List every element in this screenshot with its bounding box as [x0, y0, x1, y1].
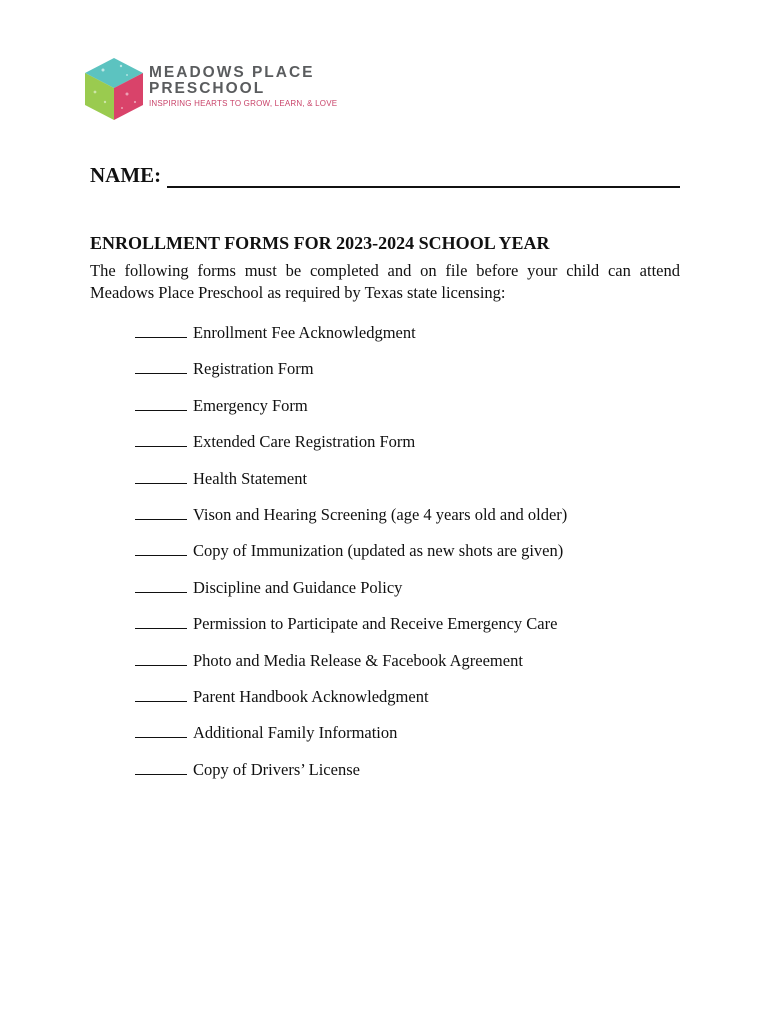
logo-line-1: MEADOWS PLACE: [149, 64, 315, 81]
form-label: Photo and Media Release & Facebook Agreement: [193, 650, 523, 670]
check-blank[interactable]: [135, 502, 187, 520]
form-label: Vison and Hearing Screening (age 4 years old and older): [193, 504, 568, 524]
list-item: [135, 429, 567, 465]
form-label: Registration Form: [193, 359, 314, 379]
form-label: Extended Care Registration Form: [193, 432, 416, 452]
check-blank[interactable]: [135, 720, 187, 738]
list-item: [135, 757, 567, 793]
check-blank[interactable]: [135, 538, 187, 556]
name-field-row: [90, 163, 680, 188]
list-item: [135, 611, 567, 647]
logo-line-2: PRESCHOOL: [149, 80, 266, 97]
school-logo: [83, 52, 338, 124]
logo-tagline: INSPIRING HEARTS TO GROW, LEARN, & LOVE: [149, 99, 338, 108]
form-label: Emergency Form: [193, 395, 308, 415]
name-blank-line[interactable]: [167, 166, 680, 188]
list-item: [135, 356, 567, 392]
list-item: [135, 720, 567, 756]
cube-logo-icon: [83, 56, 145, 122]
check-blank[interactable]: [135, 684, 187, 702]
form-label: Enrollment Fee Acknowledgment: [193, 323, 416, 342]
list-item: [135, 393, 567, 429]
list-item: [135, 575, 567, 611]
logo-wordmark: [149, 65, 315, 97]
check-blank[interactable]: [135, 757, 187, 775]
intro-paragraph: The following forms must be completed and on file before your child can attend Meadows Place Preschool as required by Texas state licensing:: [90, 261, 680, 302]
form-label: Copy of Immunization (updated as new shots are given): [193, 541, 564, 561]
check-blank[interactable]: [135, 393, 187, 411]
check-blank[interactable]: [135, 611, 187, 629]
list-item: [135, 648, 567, 684]
check-blank[interactable]: [135, 466, 187, 484]
forms-checklist: [135, 320, 567, 793]
list-item: [135, 502, 567, 538]
check-blank[interactable]: [135, 575, 187, 593]
form-label: Parent Handbook Acknowledgment: [193, 686, 429, 706]
form-label: Permission to Participate and Receive Emergency Care: [193, 614, 558, 634]
form-label: Health Statement: [193, 468, 308, 488]
check-blank[interactable]: [135, 429, 187, 447]
list-item: [135, 684, 567, 720]
check-blank[interactable]: [135, 356, 187, 374]
list-item: [135, 320, 567, 356]
form-label: Discipline and Guidance Policy: [193, 577, 403, 597]
name-label: NAME:: [90, 163, 162, 187]
list-item: [135, 538, 567, 574]
check-blank[interactable]: [135, 320, 187, 338]
form-label: Copy of Drivers’ License: [193, 759, 360, 779]
form-label: Additional Family Information: [193, 723, 398, 743]
list-item: [135, 466, 567, 502]
page-title: ENROLLMENT FORMS FOR 2023-2024 SCHOOL YEAR: [90, 233, 550, 253]
check-blank[interactable]: [135, 648, 187, 666]
